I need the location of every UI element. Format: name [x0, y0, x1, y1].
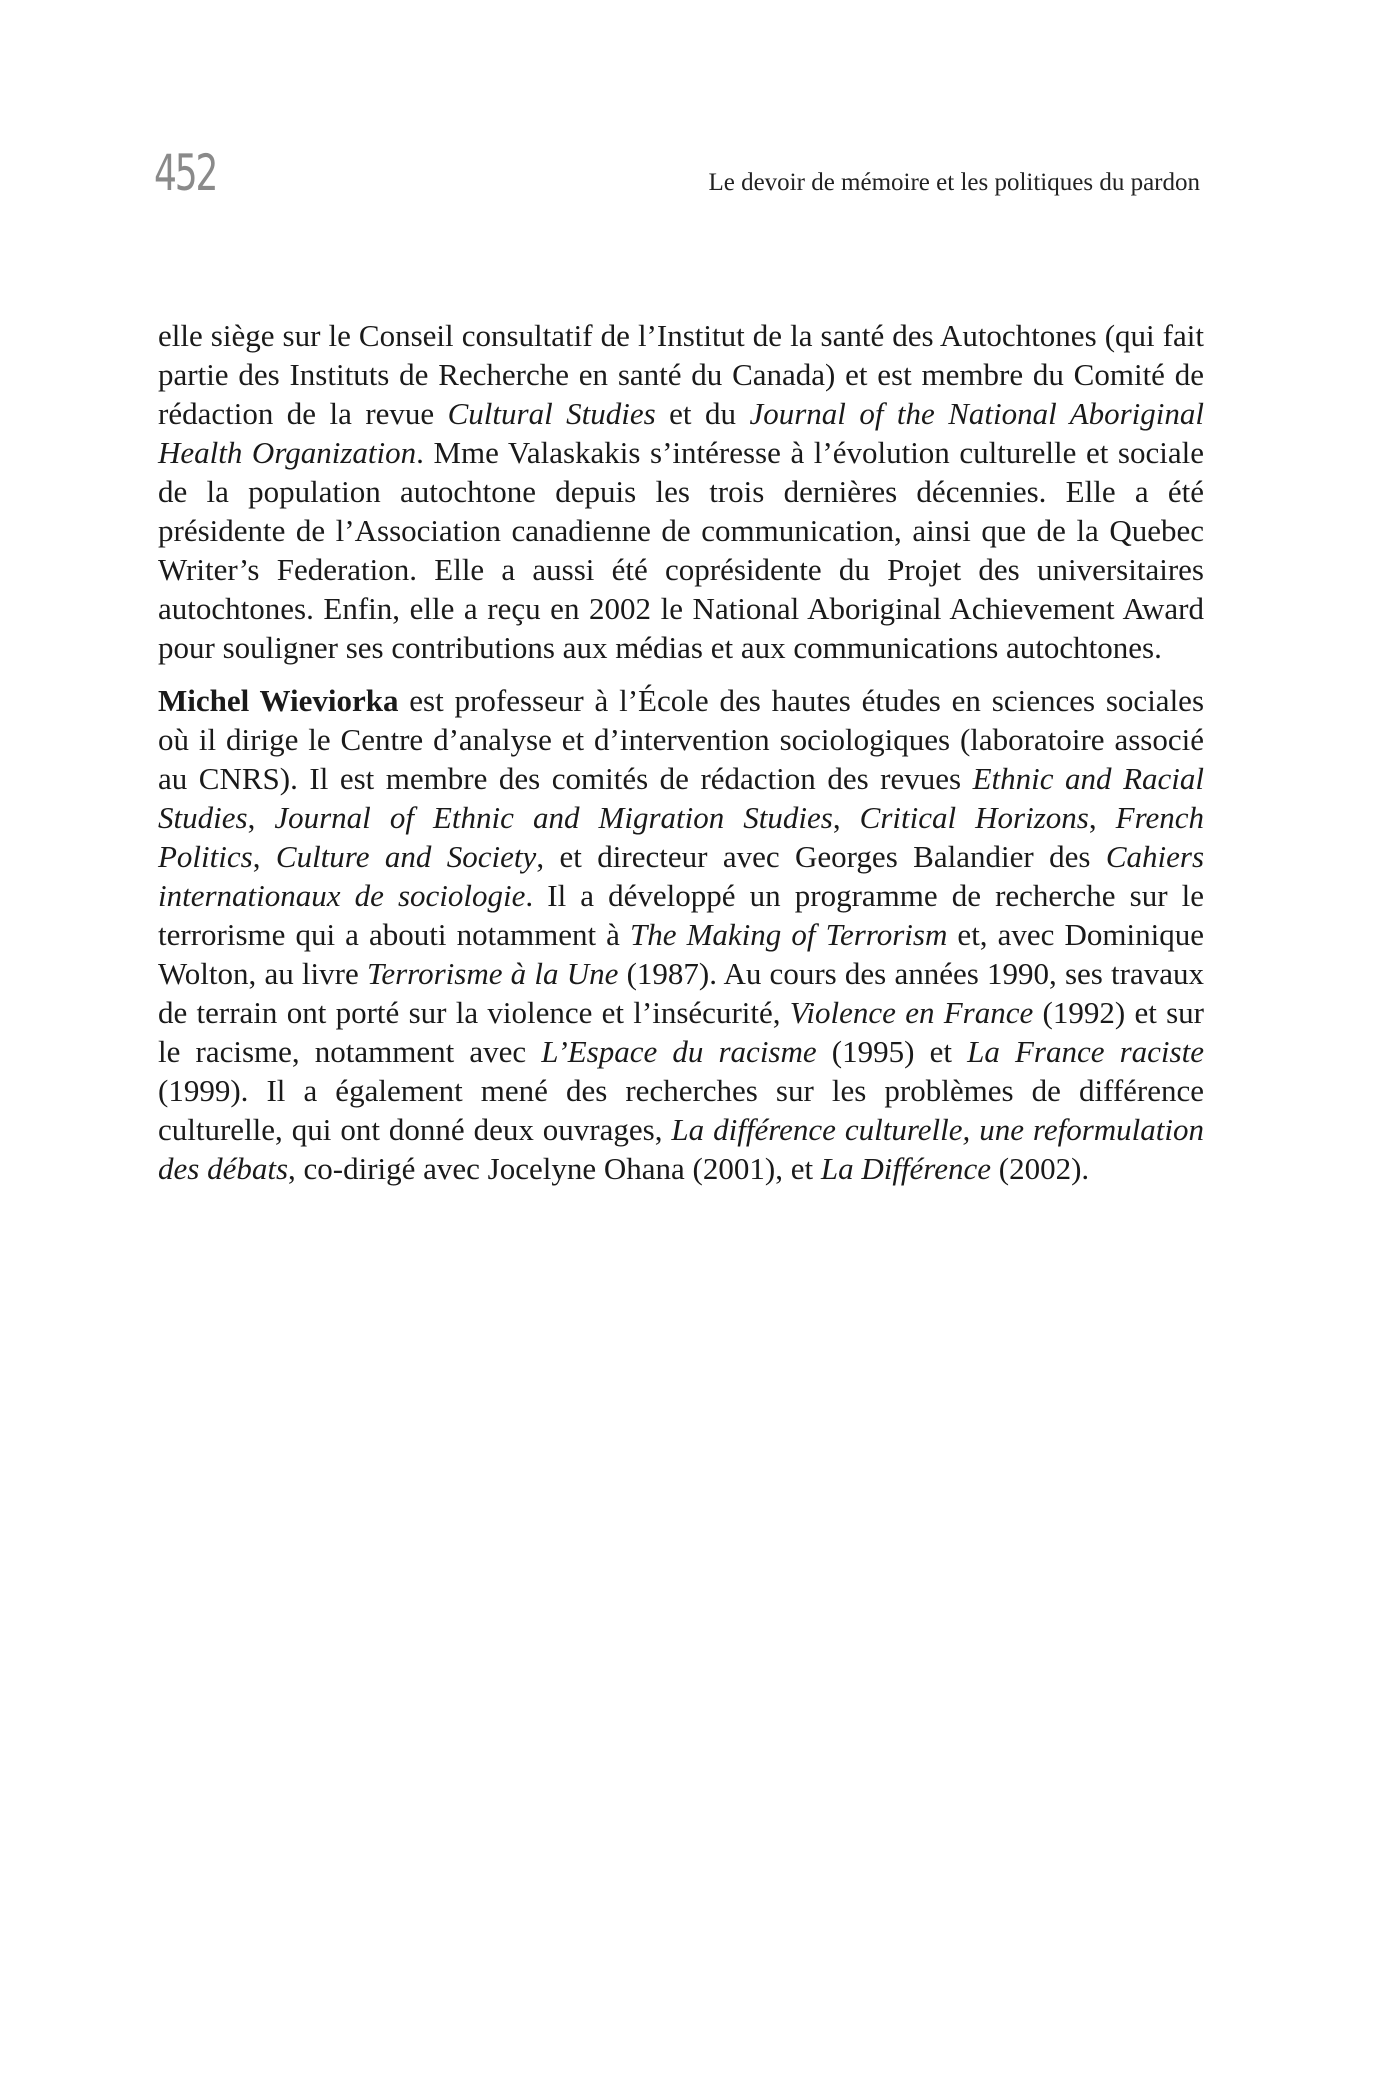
text-run: , co-dirigé avec Jocelyne Ohana (2001), et [288, 1151, 821, 1186]
text-run: (1995) et [816, 1034, 968, 1069]
paragraph-1 [158, 316, 1204, 667]
text-run: , [832, 800, 860, 835]
page-number: 452 [154, 144, 217, 202]
text-run: (1992) et sur le racisme, notamment avec [158, 995, 1205, 1069]
italic-title: L’Espace du racisme [541, 1034, 817, 1069]
text-run: (2002). [991, 1151, 1090, 1186]
italic-title: Culture and Society [275, 839, 537, 874]
text-run: (1999). Il a également mené des recherches sur les problèmes de différence culturelle, qui ont donné deux ouvrages, [158, 1073, 1204, 1147]
italic-title: The Making of Terrorism [630, 917, 948, 952]
paragraph-2 [158, 681, 1204, 1188]
italic-title: Ethnic and Racial Studies [158, 761, 1205, 835]
italic-title: Journal of the National Aboriginal Health Organization [158, 396, 1205, 470]
italic-title: Cultural Studies [447, 396, 656, 431]
italic-title: Cahiers internationaux de sociologie [158, 839, 1205, 913]
text-run: et, avec Dominique Wolton, au livre [158, 917, 1204, 991]
text-run: , [252, 839, 276, 874]
italic-title: La France raciste [967, 1034, 1204, 1069]
text-run: et du [655, 396, 750, 431]
text-run: est professeur à l’École des hautes études en sciences sociales où il dirige le Centre d’analyse et d’intervention sociologiques (laboratoire associé au CNRS). Il est membre des comités de rédaction des revues [158, 683, 1205, 796]
text-run: elle siège sur le Conseil consultatif de l’Institut de la santé des Autochtones (qui fait partie des Instituts de Recherche en santé du Canada) et est membre du Comité de rédaction de la revue [158, 318, 1204, 431]
italic-title: La différence culturelle, une reformulation des débats [158, 1112, 1204, 1186]
italic-title: Critical Horizons [859, 800, 1089, 835]
text-run: . Il a développé un programme de recherche sur le terrorisme qui a abouti notamment à [158, 878, 1204, 952]
author-name: Michel Wieviorka [158, 683, 399, 718]
text-run: (1987). Au cours des années 1990, ses travaux de terrain ont porté sur la violence et l’insécurité, [158, 956, 1204, 1030]
italic-title: Violence en France [789, 995, 1034, 1030]
running-head: Le devoir de mémoire et les politiques du pardon [708, 169, 1200, 196]
text-run: . Mme Valaskakis s’intéresse à l’évolution culturelle et sociale de la population autochtone depuis les trois dernières décennies. Elle a été présidente de l’Association canadienne de communication, ainsi que de la Quebec Writer’s Federation. Elle a aussi été coprésidente du Projet des universitaires autochtones. Enfin, elle a reçu en 2002 le National Aboriginal Achievement Award pour souligner ses contributions aux médias et aux communications autochtones. [158, 435, 1204, 665]
text-run: , et directeur avec Georges Balandier des [536, 839, 1106, 874]
body-text [158, 316, 1204, 1188]
italic-title: Journal of Ethnic and Migration Studies [274, 800, 833, 835]
text-run: , [247, 800, 275, 835]
italic-title: Terrorisme à la Une [366, 956, 619, 991]
italic-title: La Différence [820, 1151, 991, 1186]
italic-title: French Politics [158, 800, 1205, 874]
text-run: , [1088, 800, 1116, 835]
